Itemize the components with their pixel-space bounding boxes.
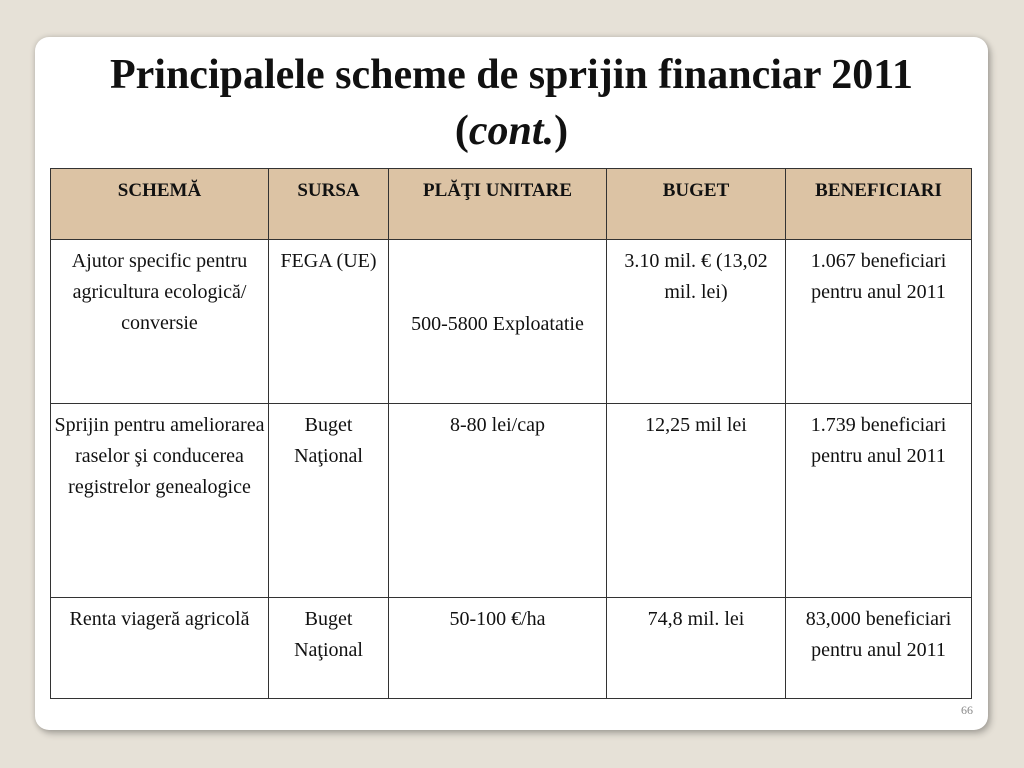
cell-buget: 74,8 mil. lei [607,598,786,699]
cell-sursa: Buget Naţional [269,404,389,598]
cell-beneficiari: 83,000 beneficiari pentru anul 2011 [786,598,972,699]
slide-title-close-paren: ) [554,108,569,154]
slide-title-open-paren: ( [454,108,469,154]
cell-schema: Sprijin pentru ameliorarea raselor şi conducerea registrelor genealogice [51,404,269,598]
table-row [51,404,972,598]
cell-plati: 8-80 lei/cap [389,404,607,598]
cell-buget: 3.10 mil. € (13,02 mil. lei) [607,240,786,404]
cell-plati: 500-5800 Exploatatie [389,240,607,404]
header-plati-unitare: PLĂŢI UNITARE [389,169,607,240]
table-row [51,598,972,699]
cell-plati: 50-100 €/ha [389,598,607,699]
page-number: 66 [961,703,973,717]
header-schema: SCHEMĂ [51,169,269,240]
slide [35,37,988,730]
cell-sursa: FEGA (UE) [269,240,389,404]
cell-sursa: Buget Naţional [269,598,389,699]
slide-title [35,47,988,159]
slide-title-cont: cont. [468,108,555,154]
support-schemes-table [50,168,972,699]
header-buget: BUGET [607,169,786,240]
slide-title-main: Principalele scheme de sprijin financiar 2011 [109,52,913,98]
cell-schema: Renta viageră agricolă [51,598,269,699]
cell-beneficiari: 1.067 beneficiari pentru anul 2011 [786,240,972,404]
header-beneficiari: BENEFICIARI [786,169,972,240]
cell-beneficiari: 1.739 beneficiari pentru anul 2011 [786,404,972,598]
cell-schema: Ajutor specific pentru agricultura ecologică/ conversie [51,240,269,404]
header-sursa: SURSA [269,169,389,240]
cell-buget: 12,25 mil lei [607,404,786,598]
table-row [51,240,972,404]
table-header-row [51,169,972,240]
